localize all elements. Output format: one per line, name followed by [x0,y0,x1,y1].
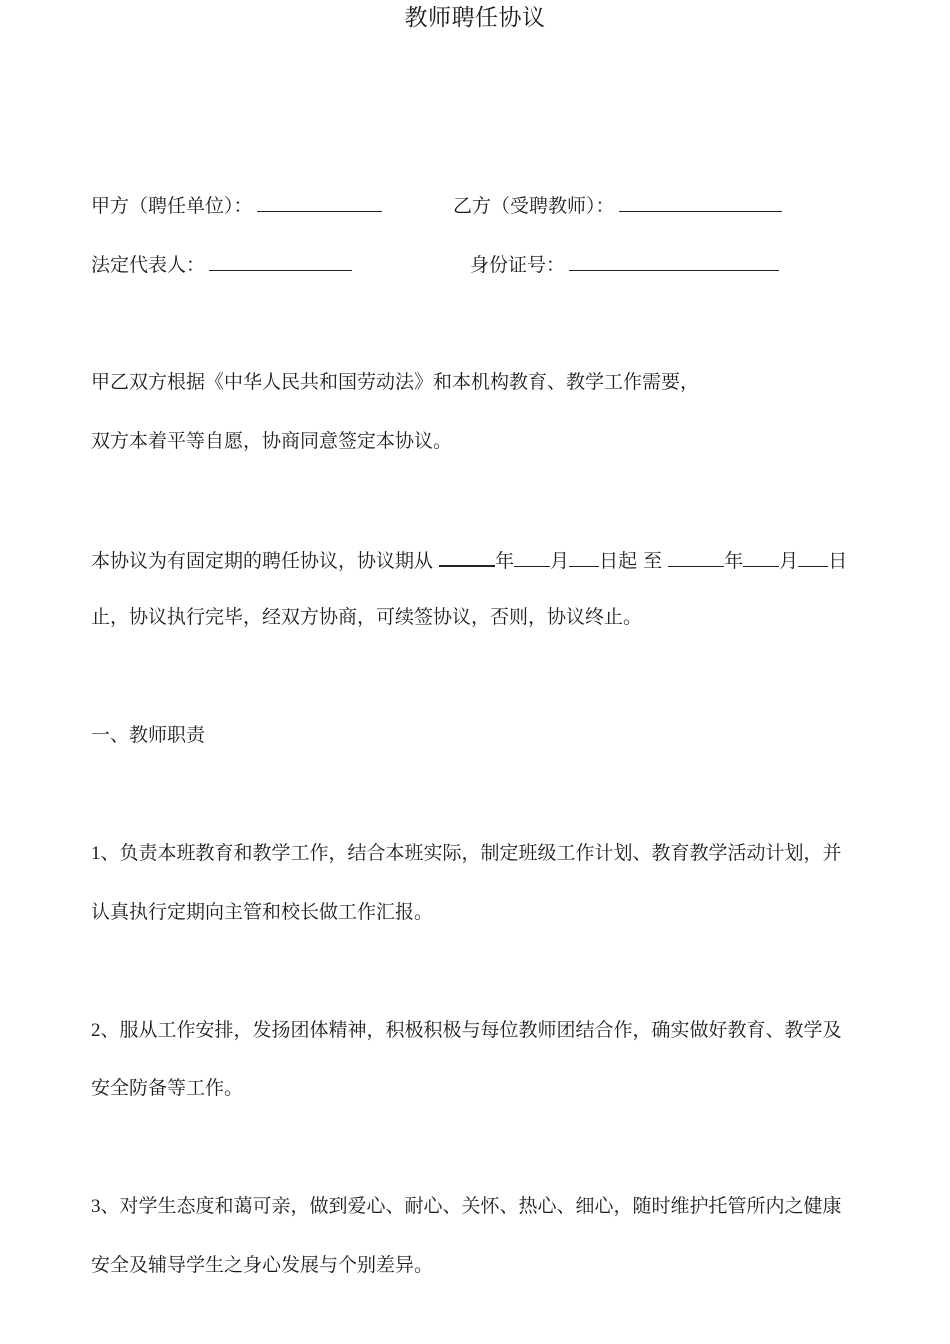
legal-rep-field [91,250,352,279]
end-year-label: 年 [724,550,744,572]
party-b-blank [619,191,782,212]
document-title: 教师聘任协议 [404,5,546,31]
term-line-2: 止，协议执行完毕，经双方协商，可续签协议，否则，协议终止。 [91,606,643,628]
legal-rep-blank [209,250,352,271]
duty-item-3-text: 、对学生态度和蔼可亲，做到爱心、耐心、关怀、热心、细心，随时维护托管所内之健康 [100,1195,842,1217]
id-number-label: 身份证号： [470,254,566,276]
duty-item-3-number: 3 [91,1196,101,1217]
intro-line-1: 甲乙双方根据《中华人民共和国劳动法》和本机构教育、教学工作需要， [91,371,700,393]
start-month-label: 月 [550,550,570,572]
start-day-label: 日起 至 [599,550,663,572]
end-month-blank [743,546,779,567]
end-year-blank [668,546,724,567]
term-line-1 [91,545,847,575]
term-prefix: 本协议为有固定期的聘任协议，协议期从 [91,550,434,572]
duty-item-2-number: 2 [91,1020,101,1041]
duty-item-1-text: 、负责本班教育和教学工作，结合本班实际，制定班级工作计划、教育教学活动计划，并 [100,842,842,864]
intro-line-2: 双方本着平等自愿，协商同意签定本协议。 [91,430,453,452]
party-a-blank [257,191,382,212]
legal-rep-label: 法定代表人： [91,254,206,276]
start-year-blank [439,545,495,567]
party-b-label: 乙方（受聘教师）： [453,195,615,217]
id-number-blank [569,250,779,271]
duty-item-2-line-1 [91,1016,842,1045]
end-month-label: 月 [779,550,799,572]
duty-item-2-line-2: 安全防备等工作。 [91,1077,244,1099]
duty-item-1-line-1 [91,839,842,868]
duty-item-3-line-2: 安全及辅导学生之身心发展与个别差异。 [91,1254,434,1276]
party-a-label: 甲方（聘任单位）： [91,195,253,217]
end-day-label: 日 [828,550,848,572]
start-day-blank [569,546,599,567]
party-a-field [91,191,382,220]
duty-item-1-number: 1 [91,843,101,864]
section-heading-teacher-duties: 一、教师职责 [91,724,206,746]
start-month-blank [514,546,550,567]
duty-item-3-line-1 [91,1192,842,1221]
end-day-blank [798,546,828,567]
party-b-field [453,191,782,220]
start-year-label: 年 [495,550,515,572]
id-number-field [470,250,779,279]
duty-item-2-text: 、服从工作安排，发扬团体精神，积极积极与每位教师团结合作，确实做好教育、教学及 [100,1019,842,1041]
duty-item-1-line-2: 认真执行定期向主管和校长做工作汇报。 [91,901,434,923]
